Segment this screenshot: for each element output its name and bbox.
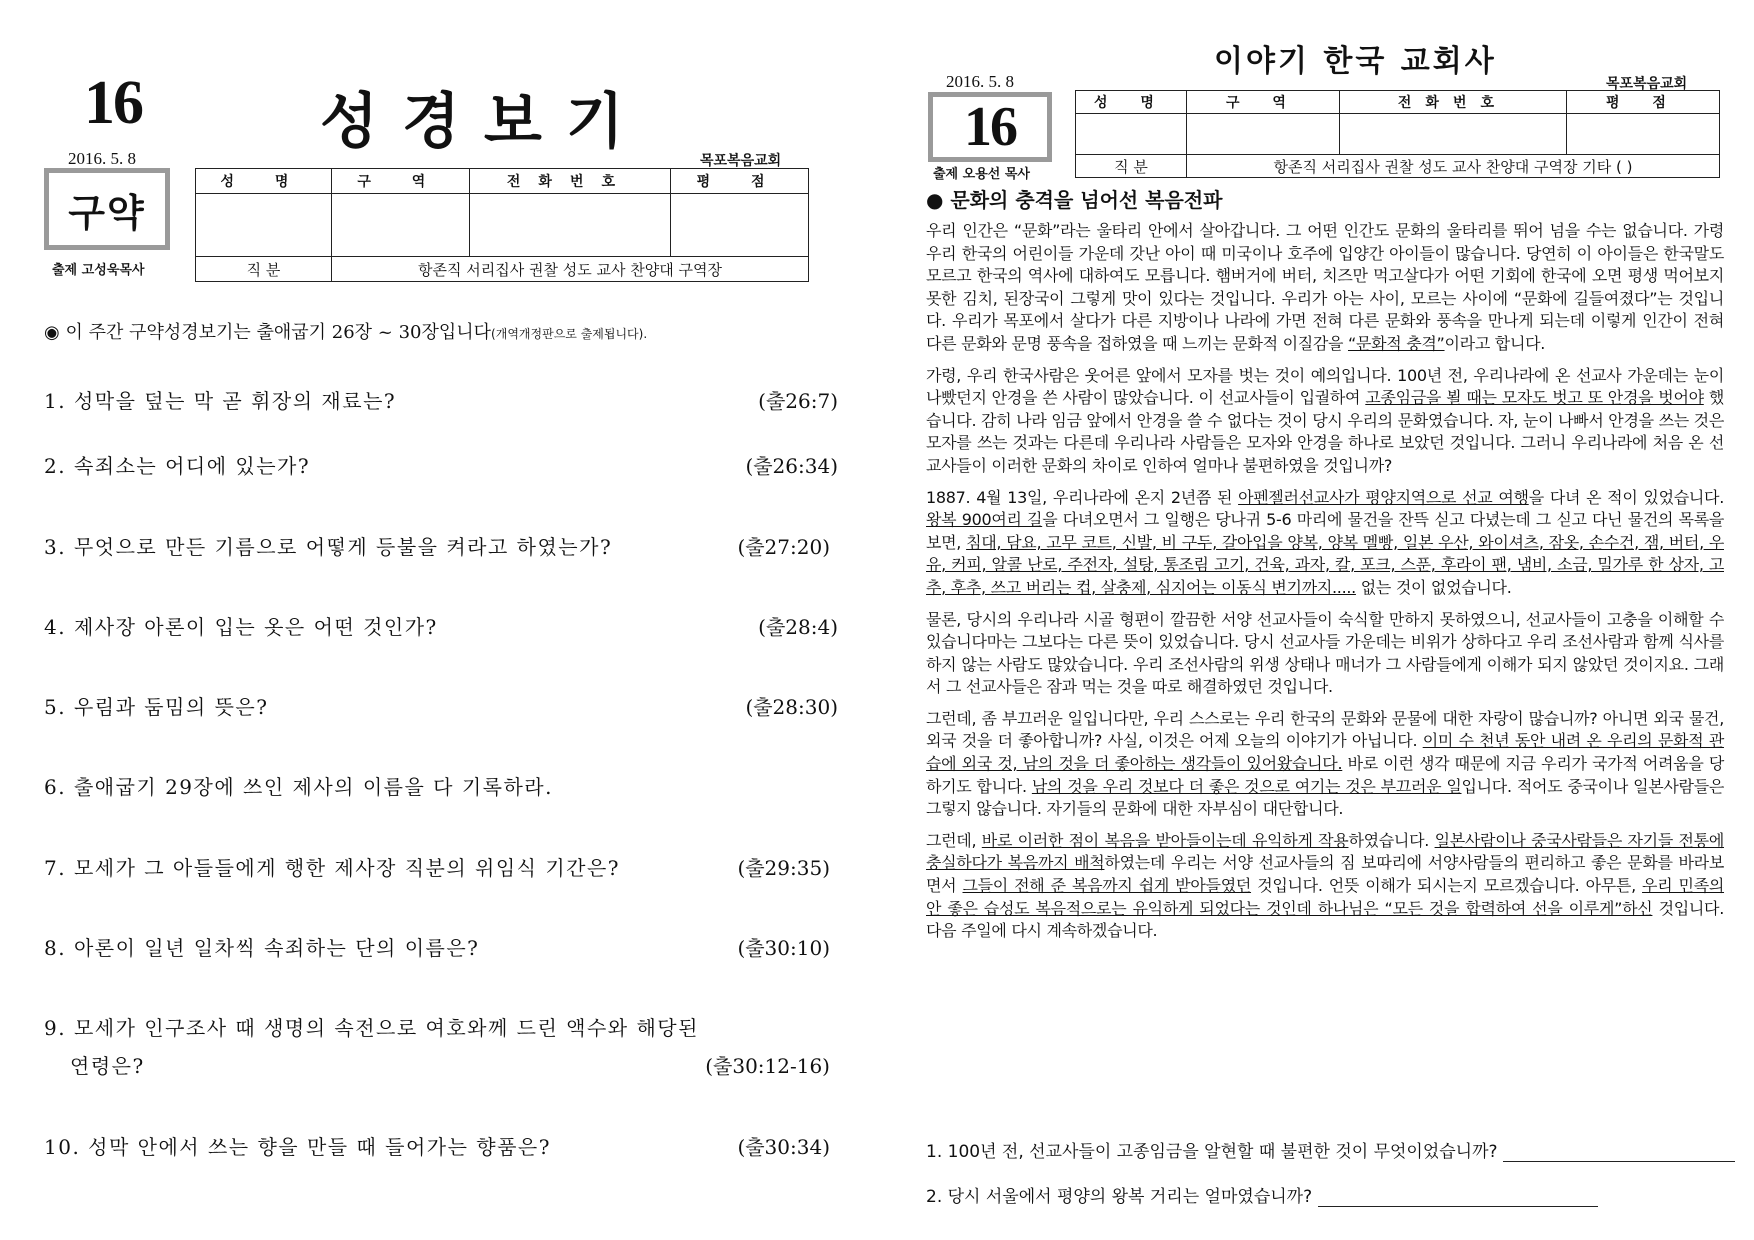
district-field — [331, 194, 469, 257]
header-name: 성 명 — [1076, 91, 1187, 114]
intro-text: 이 주간 구약성경보기는 출애굽기 26장 ~ 30장입니다 — [65, 322, 492, 343]
article-text: 물론, 당시의 우리나라 시골 형편이 깔끔한 서양 선교사들이 숙식할 만하지 못하였으니, 선교사들이 고충을 이해할 수 있습니다마는 그보다는 다른 뜻이 있었습니다. 당시 선교사들 가운데는 비위가 상하다고 우리 조선사람과 함께 식사를 하지 않는 사람도 많았습니다. 우리 조선사람의 위생 상태나 매너가 그 사람들에게 이해가 되지 않았던 것이지요. 그래서 그 선교사들은 잠과 먹는 것을 따로 해결하였던 것입니다. — [926, 609, 1724, 697]
article-text: 것입니다. 다음 주일에 다시 계속하겠습니다. — [926, 898, 1724, 941]
underlined-text: 이미 수 천년 동안 내려 온 우리의 문화적 관습에 외국 것, 남의 것을 더 좋아하는 생각들이 있어왔습니다. — [926, 731, 1724, 774]
header-score: 평 점 — [1566, 91, 1719, 114]
role-label: 직 분 — [196, 257, 332, 282]
header-name: 성 명 — [196, 169, 332, 194]
article-paragraph — [926, 220, 1724, 356]
article-text: 하였습니다. — [1348, 830, 1435, 850]
name-field — [196, 194, 332, 257]
question-5: 5. 우림과 둠밈의 뜻은? — [44, 695, 269, 719]
article-heading: ● 문화의 충격을 넘어선 복음전파 — [926, 188, 1223, 212]
left-author: 출제 고성욱목사 — [52, 263, 145, 278]
role-label: 직 분 — [1076, 155, 1187, 178]
header-phone: 전화번호 — [1340, 91, 1567, 114]
bullet-icon: ◉ — [44, 322, 60, 343]
score-field — [1566, 114, 1719, 155]
underlined-text: 고종임금을 뵐 때는 모자도 벗고 또 안경을 벗어야 — [1365, 388, 1704, 408]
question-2-ref: (출26:34) — [745, 454, 838, 478]
underlined-text: “문화적 충격” — [1347, 333, 1445, 353]
district-field — [1186, 114, 1339, 155]
question-3-ref: (출27:20) — [737, 535, 830, 559]
underlined-text: 일본사람이나 중국사람들은 자기들 전통에 충실하다가 복음까지 배척 — [926, 830, 1724, 873]
article-text: 없는 것이 없었습니다. — [1355, 577, 1512, 597]
underlined-text: 아펜젤러선교사가 평양지역으로 선교 여행 — [1238, 487, 1529, 507]
question-8-ref: (출30:10) — [737, 936, 830, 960]
article-paragraph — [926, 365, 1724, 478]
underlined-text: 바로 이러한 점이 복음을 받아들이는데 유익하게 작용 — [981, 830, 1349, 850]
article-paragraph — [926, 708, 1724, 821]
question-7: 7. 모세가 그 아들들에게 행한 제사장 직분의 위임식 기간은? — [44, 856, 621, 880]
question-4-ref: (출28:4) — [758, 615, 838, 639]
article-text: 바로 이런 생각 때문에 지금 우리가 국가적 어려움을 당하기도 합니다. — [926, 754, 1724, 796]
question-9: 9. 모세가 인구조사 때 생명의 속전으로 여호와께 드린 액수와 해당된 — [44, 1016, 699, 1040]
review-question-1-text: 1. 100년 전, 선교사들이 고종임금을 알현할 때 불편한 것이 무엇이었습니까? — [926, 1142, 1498, 1162]
phone-field — [469, 194, 670, 257]
article-text: 가령, 우리 한국사람은 웃어른 앞에서 모자를 벗는 것이 예의입니다. 100년 전, 우리나라에 온 선교사 가운데는 눈이 나빴던지 안경을 쓴 사람이 많았습니다. 이 선교사들이 입궐하여 — [926, 365, 1724, 408]
question-9-continued: 연령은? — [70, 1054, 145, 1078]
answer-line-1 — [1503, 1143, 1735, 1162]
name-field — [1076, 114, 1187, 155]
question-1: 1. 성막을 덮는 막 곧 휘장의 재료는? — [44, 389, 397, 413]
right-date: 2016. 5. 8 — [946, 72, 1014, 91]
right-lesson-number: 16 — [928, 92, 1052, 162]
review-question-2-text: 2. 당시 서울에서 평양의 왕복 거리는 얼마였습니까? — [926, 1187, 1313, 1207]
question-1-ref: (출26:7) — [758, 389, 838, 413]
article-text: 했습니다. 감히 나라 임금 앞에서 안경을 쓸 수 없다는 것이 당시 우리의 문화였습니다. 자, 눈이 나빠서 안경을 쓰는 것은 모자를 쓰는 것과는 다른데 우리나라 사람들은 모자와 안경을 하나로 보았던 것입니다. 그러니 우리나라에 처음 온 선교사들이 이러한 문화의 차이로 인하여 얼마나 불편하였을 것입니까? — [926, 388, 1724, 475]
question-10-ref: (출30:34) — [737, 1135, 830, 1159]
question-8: 8. 아론이 일년 일차씩 속죄하는 단의 이름은? — [44, 936, 480, 960]
underlined-text: 남의 것을 우리 것보다 더 좋은 것으로 여기는 것은 부끄러운 일 — [1031, 776, 1462, 796]
article-text: 하였는데 우리는 서양 선교사들의 짐 보따리에 서양사람들의 편리하고 좋은 문화를 바라보면서 — [926, 853, 1724, 896]
underlined-text: 그들이 전해 준 복음까지 쉽게 받아들였던 — [962, 876, 1252, 896]
intro-note: (개역개정판으로 출제됩니다). — [491, 327, 648, 341]
underlined-text: 왕복 900여리 길 — [926, 510, 1043, 530]
left-church-name: 목포복음교회 — [700, 153, 782, 169]
header-phone: 전화번호 — [469, 169, 670, 194]
review-question-1 — [926, 1137, 1735, 1162]
article-text: 것입니다. 언뜻 이해가 되시는지 모르겠습니다. 아무튼, — [1251, 876, 1643, 896]
article-text: 1887. 4월 13일, 우리나라에 온지 2년쯤 된 — [926, 487, 1239, 507]
question-10: 10. 성막 안에서 쓰는 향을 만들 때 들어가는 향품은? — [44, 1135, 551, 1159]
article-paragraph — [926, 830, 1724, 943]
question-3: 3. 무엇으로 만든 기름으로 어떻게 등불을 켜라고 하였는가? — [44, 535, 613, 559]
left-page-title: 성경보기 — [320, 87, 648, 157]
article-body — [926, 220, 1724, 952]
article-text: 입니다. 적어도 중국이나 일본사람들은 그렇지 않습니다. 자기들의 문화에 대한 자부심이 대단합니다. — [926, 776, 1724, 819]
review-question-2 — [926, 1182, 1598, 1207]
question-4: 4. 제사장 아론이 입는 옷은 어떤 것인가? — [44, 615, 438, 639]
right-page-title: 이야기 한국 교회사 — [1214, 44, 1497, 79]
underlined-text: 우리 민족의 안 좋은 습성도 복음적으로는 유익하게 되었다는 것인데 하나님은 “모든 것을 합력하여 선을 이루게”하신 — [926, 876, 1725, 918]
header-district: 구 역 — [331, 169, 469, 194]
left-intro — [44, 318, 647, 344]
article-text: 그런데, — [926, 830, 982, 850]
question-6: 6. 출애굽기 29장에 쓰인 제사의 이름을 다 기록하라. — [44, 775, 553, 799]
testament-stamp: 구약 — [44, 168, 170, 250]
score-field — [671, 194, 809, 257]
role-options: 항존직 서리집사 권찰 성도 교사 찬양대 구역장 기타 ( ) — [1186, 155, 1719, 178]
right-church-name: 목포복음교회 — [1606, 76, 1688, 92]
article-text: 이라고 합니다. — [1444, 333, 1546, 353]
left-date: 2016. 5. 8 — [68, 149, 136, 168]
left-lesson-number: 16 — [84, 69, 142, 137]
question-7-ref: (출29:35) — [737, 856, 830, 880]
article-text: 을 다녀 온 적이 있었습니다. — [1528, 487, 1724, 507]
question-2: 2. 속죄소는 어디에 있는가? — [44, 454, 311, 478]
phone-field — [1340, 114, 1567, 155]
right-info-table — [1075, 90, 1720, 178]
article-text: 그런데, 좀 부끄러운 일입니다만, 우리 스스로는 우리 한국의 문화와 문물에 대한 자랑이 많습니까? 아니면 외국 물건, 외국 것을 더 좋아합니까? 사실, 이것은 어제 오늘의 이야기가 아닙니다. — [926, 708, 1724, 751]
article-text: 을 다녀오면서 그 일행은 당나귀 5-6 마리에 물건을 잔뜩 싣고 다녔는데 그 싣고 다닌 물건의 목록을 보면, — [926, 510, 1725, 552]
article-paragraph — [926, 609, 1724, 699]
question-9-ref: (출30:12-16) — [705, 1054, 830, 1078]
role-options: 항존직 서리집사 권찰 성도 교사 찬양대 구역장 — [331, 257, 808, 282]
left-info-table — [195, 168, 809, 282]
header-score: 평 점 — [671, 169, 809, 194]
article-paragraph — [926, 487, 1724, 600]
article-text: 우리 인간은 “문화”라는 울타리 안에서 살아갑니다. 그 어떤 인간도 문화의 울타리를 뛰어 넘을 수는 없습니다. 가령 우리 한국의 어린이들 가운데 갓난 아이 때 미국이나 호주에 입양간 아이들이 많습니다. 당연히 이 아이들은 한국말도 모르고 한국의 역사에 대하여도 모릅니다. 햄버거에 버터, 치즈만 먹고살다가 어떤 기회에 한국에 오면 평생 먹어보지 못한 김치, 된장국이 그렇게 맛이 있다는 것입니다. 우리가 아는 사이, 모르는 사이에 “문화에 길들여졌다”는 것입니다. 우리가 목포에서 살다가 다른 지방이나 나라에 가면 전혀 다른 문화와 풍속을 만나게 되는데 이렇게 인간이 전혀 다른 문화와 문명 풍속을 접하였을 때 느끼는 문화적 이질감을 — [926, 221, 1724, 353]
underlined-text: 침대, 담요, 고무 코트, 신발, 비 구두, 갈아입을 양복, 양복 멜빵, 일본 우산, 와이셔츠, 잠옷, 손수건, 잼, 버터, 우유, 커피, 알콜 난로, 주전자, 설탕, 통조림 고기, 건육, 과자, 칼, 포크, 스푼, 후라이 팬, 냄비, 소금, 밀가루 한 상자, 고추, 후추, 쓰고 버리는 컵, 살충제, 심지어는 이동식 변기까지..... — [926, 532, 1724, 597]
answer-line-2 — [1318, 1188, 1598, 1207]
question-5-ref: (출28:30) — [745, 695, 838, 719]
right-author: 출제 오용선 목사 — [933, 167, 1030, 182]
header-district: 구 역 — [1186, 91, 1339, 114]
